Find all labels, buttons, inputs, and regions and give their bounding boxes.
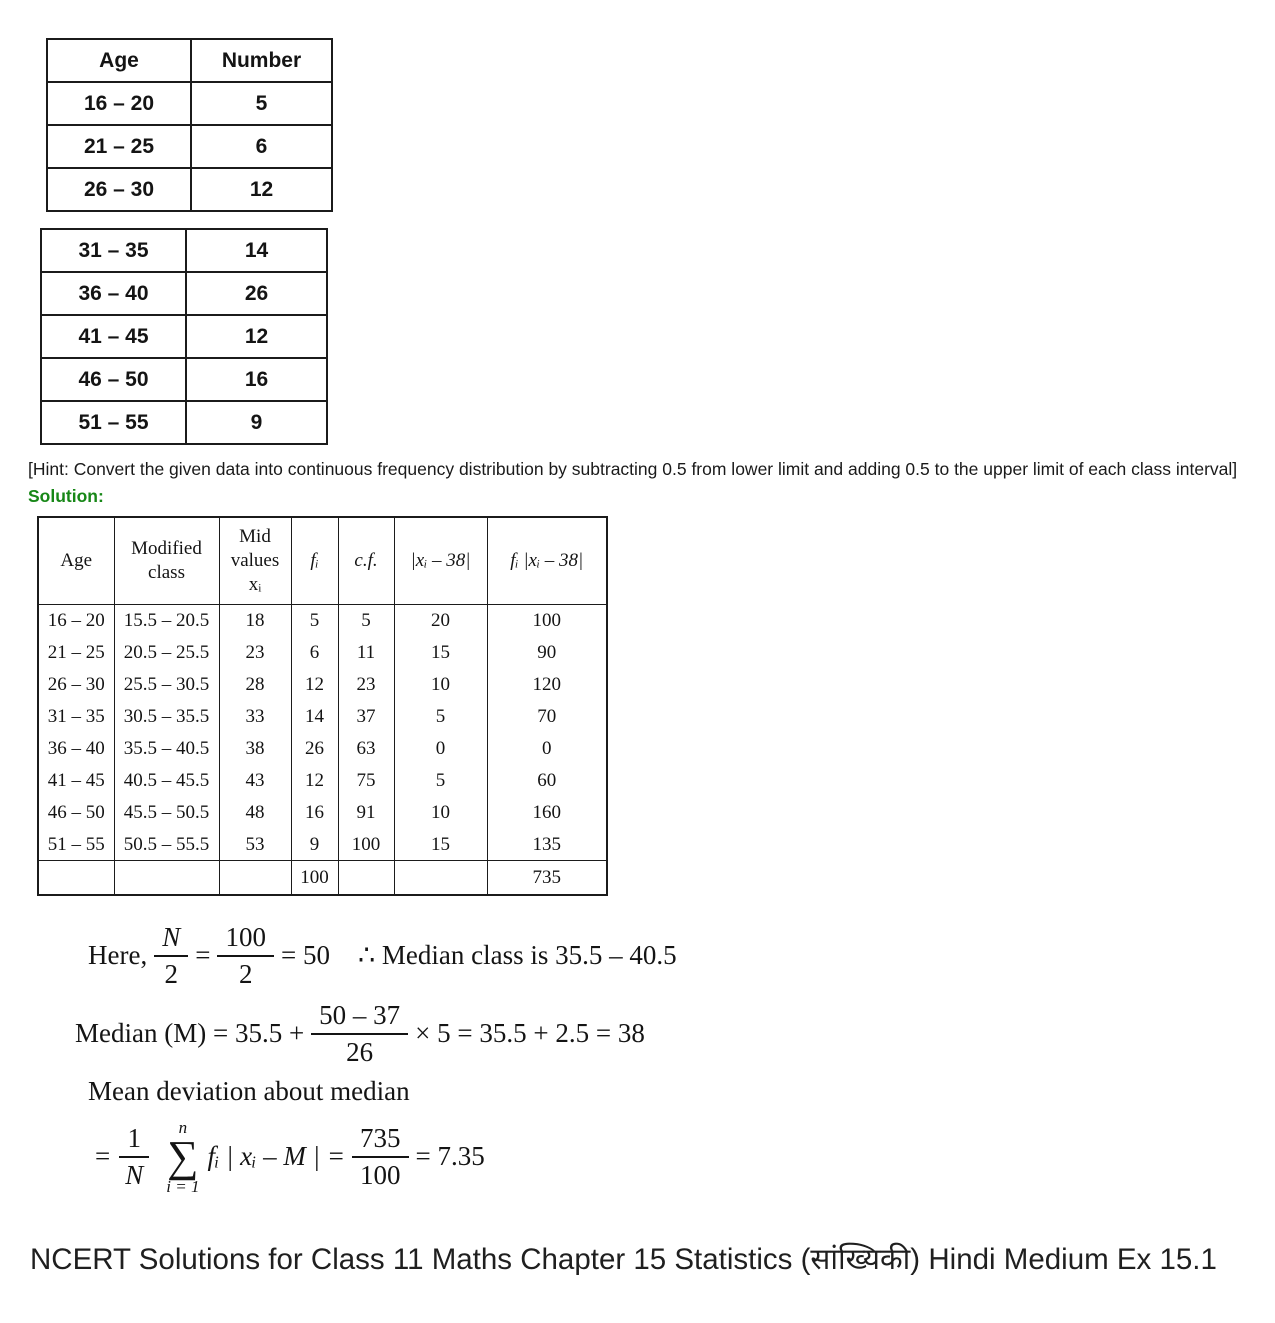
cell: 15: [394, 637, 487, 669]
cell: 16 – 20: [38, 605, 114, 637]
mean-deviation-text: Mean deviation about median: [88, 1076, 410, 1107]
summation-lower-limit: i = 1: [166, 1176, 200, 1196]
mid-values-header: Mid values xᵢ: [219, 517, 291, 605]
document-page: [0, 38, 1275, 1323]
cell: 45.5 – 50.5: [114, 797, 219, 829]
fraction-n-over-2: [154, 922, 188, 990]
number-cell: 6: [191, 125, 332, 168]
page-title: NCERT Solutions for Class 11 Maths Chapter 15 Statistics (सांख्यिकी) Hindi Medium Ex 15.1: [30, 1242, 1217, 1276]
age-cell: 51 – 55: [41, 401, 186, 444]
fraction-numerator: 100: [217, 922, 274, 957]
cell: 35.5 – 40.5: [114, 733, 219, 765]
equals-result: = 50: [280, 940, 330, 971]
median-suffix: × 5 = 35.5 + 2.5 = 38: [415, 1018, 645, 1049]
cell: 48: [219, 797, 291, 829]
cell: 20.5 – 25.5: [114, 637, 219, 669]
cell: 70: [487, 701, 607, 733]
fraction-numerator: N: [154, 922, 188, 957]
equals-sign: =: [95, 1141, 111, 1172]
median-prefix: Median (M) = 35.5 +: [75, 1018, 305, 1049]
number-cell: 12: [186, 315, 327, 358]
solution-header-row: [38, 517, 607, 605]
fi-header: fᵢ: [291, 517, 338, 605]
table-row: [47, 125, 332, 168]
cell: 60: [487, 765, 607, 797]
table-row: [41, 315, 327, 358]
table-row: [41, 358, 327, 401]
fraction-denominator: 26: [346, 1036, 374, 1067]
number-cell: 14: [186, 229, 327, 272]
fraction-735-over-100: [352, 1123, 409, 1191]
mean-deviation-formula: [95, 1119, 1275, 1195]
cell: 28: [219, 669, 291, 701]
age-number-table: [46, 38, 333, 212]
cell: 36 – 40: [38, 733, 114, 765]
cell: 91: [338, 797, 394, 829]
cell: 53: [219, 829, 291, 861]
table-row: [47, 168, 332, 211]
cell: 16: [291, 797, 338, 829]
solution-row: [38, 669, 607, 701]
solution-table: [37, 516, 608, 896]
table-row: [41, 401, 327, 444]
table-row: [41, 229, 327, 272]
empty-cell: [338, 861, 394, 895]
fraction-1-over-n: [117, 1123, 151, 1191]
cell: 26: [291, 733, 338, 765]
fraction-denominator: N: [125, 1159, 144, 1190]
solution-row: [38, 797, 607, 829]
cell: 12: [291, 669, 338, 701]
cell: 75: [338, 765, 394, 797]
table-header-row: [47, 39, 332, 82]
number-column-header: Number: [191, 39, 332, 82]
math-working: [0, 922, 1275, 1195]
cell: 37: [338, 701, 394, 733]
age-column-header: Age: [47, 39, 191, 82]
cell: 10: [394, 797, 487, 829]
fi-xi-total-cell: 735: [487, 861, 607, 895]
cell: 20: [394, 605, 487, 637]
cell: 5: [394, 765, 487, 797]
cell: 90: [487, 637, 607, 669]
cell: 6: [291, 637, 338, 669]
cell: 5: [394, 701, 487, 733]
fraction-50-37-over-26: [311, 1000, 408, 1068]
fraction-numerator: 1: [119, 1123, 149, 1158]
age-cell: 21 – 25: [47, 125, 191, 168]
age-cell: 31 – 35: [41, 229, 186, 272]
median-class-conclusion: ∴ Median class is 35.5 – 40.5: [357, 940, 677, 971]
fraction-numerator: 735: [352, 1123, 409, 1158]
cell: 0: [394, 733, 487, 765]
cell: 10: [394, 669, 487, 701]
cell: 38: [219, 733, 291, 765]
age-cell: 26 – 30: [47, 168, 191, 211]
fraction-denominator: 100: [360, 1159, 401, 1190]
cell: 18: [219, 605, 291, 637]
fraction-denominator: 2: [164, 958, 178, 989]
number-cell: 26: [186, 272, 327, 315]
empty-cell: [38, 861, 114, 895]
cell: 14: [291, 701, 338, 733]
summation-symbol: [166, 1119, 199, 1195]
solution-row: [38, 637, 607, 669]
cell: 15: [394, 829, 487, 861]
age-number-table-continued: [40, 228, 328, 445]
here-label: Here,: [88, 940, 148, 971]
equals-sign: =: [195, 940, 211, 971]
cell: 11: [338, 637, 394, 669]
solution-row: [38, 733, 607, 765]
cell: 26 – 30: [38, 669, 114, 701]
cell: 12: [291, 765, 338, 797]
solution-row: [38, 765, 607, 797]
cell: 25.5 – 30.5: [114, 669, 219, 701]
age-cell: 36 – 40: [41, 272, 186, 315]
median-class-equation: [88, 922, 1275, 990]
age-cell: 16 – 20: [47, 82, 191, 125]
cell: 31 – 35: [38, 701, 114, 733]
final-result: = 7.35: [415, 1141, 485, 1172]
cell: 5: [291, 605, 338, 637]
modified-class-header: Modified class: [114, 517, 219, 605]
cell: 50.5 – 55.5: [114, 829, 219, 861]
cell: 23: [219, 637, 291, 669]
solution-row: [38, 829, 607, 861]
cell: 40.5 – 45.5: [114, 765, 219, 797]
cell: 33: [219, 701, 291, 733]
empty-cell: [114, 861, 219, 895]
cell: 21 – 25: [38, 637, 114, 669]
cell: 41 – 45: [38, 765, 114, 797]
cell: 23: [338, 669, 394, 701]
fi-total-cell: 100: [291, 861, 338, 895]
sigma-icon: ∑: [167, 1132, 199, 1182]
age-header: Age: [38, 517, 114, 605]
mean-deviation-label: [88, 1076, 1275, 1107]
table-row: [41, 272, 327, 315]
summation-upper-limit: n: [178, 1118, 188, 1138]
cell: 63: [338, 733, 394, 765]
fraction-denominator: 2: [238, 958, 253, 989]
solution-row: [38, 701, 607, 733]
cell: 5: [338, 605, 394, 637]
cell: 46 – 50: [38, 797, 114, 829]
fi-abs-deviation-header: fᵢ |xᵢ – 38|: [487, 517, 607, 605]
cell: 100: [338, 829, 394, 861]
totals-row: [38, 861, 607, 895]
number-cell: 5: [191, 82, 332, 125]
hint-text: [Hint: Convert the given data into continuous frequency distribution by subtracting 0.5 from lower limit and adding 0.5 to the upper limit of each class interval]: [28, 459, 1238, 479]
cell: 43: [219, 765, 291, 797]
cell: 9: [291, 829, 338, 861]
age-cell: 41 – 45: [41, 315, 186, 358]
cf-header: c.f.: [338, 517, 394, 605]
fraction-100-over-2: [217, 922, 274, 990]
empty-cell: [394, 861, 487, 895]
age-cell: 46 – 50: [41, 358, 186, 401]
table-row: [47, 82, 332, 125]
number-cell: 9: [186, 401, 327, 444]
solution-row: [38, 605, 607, 637]
cell: 15.5 – 20.5: [114, 605, 219, 637]
cell: 30.5 – 35.5: [114, 701, 219, 733]
cell: 120: [487, 669, 607, 701]
abs-deviation-header: |xᵢ – 38|: [394, 517, 487, 605]
deviation-term: fᵢ | xᵢ – M | =: [207, 1141, 346, 1172]
cell: 160: [487, 797, 607, 829]
solution-label: Solution:: [28, 485, 104, 506]
number-cell: 12: [191, 168, 332, 211]
cell: 51 – 55: [38, 829, 114, 861]
empty-cell: [219, 861, 291, 895]
cell: 0: [487, 733, 607, 765]
cell: 100: [487, 605, 607, 637]
cell: 135: [487, 829, 607, 861]
median-formula: [75, 1000, 1275, 1068]
fraction-numerator: 50 – 37: [311, 1000, 408, 1035]
number-cell: 16: [186, 358, 327, 401]
